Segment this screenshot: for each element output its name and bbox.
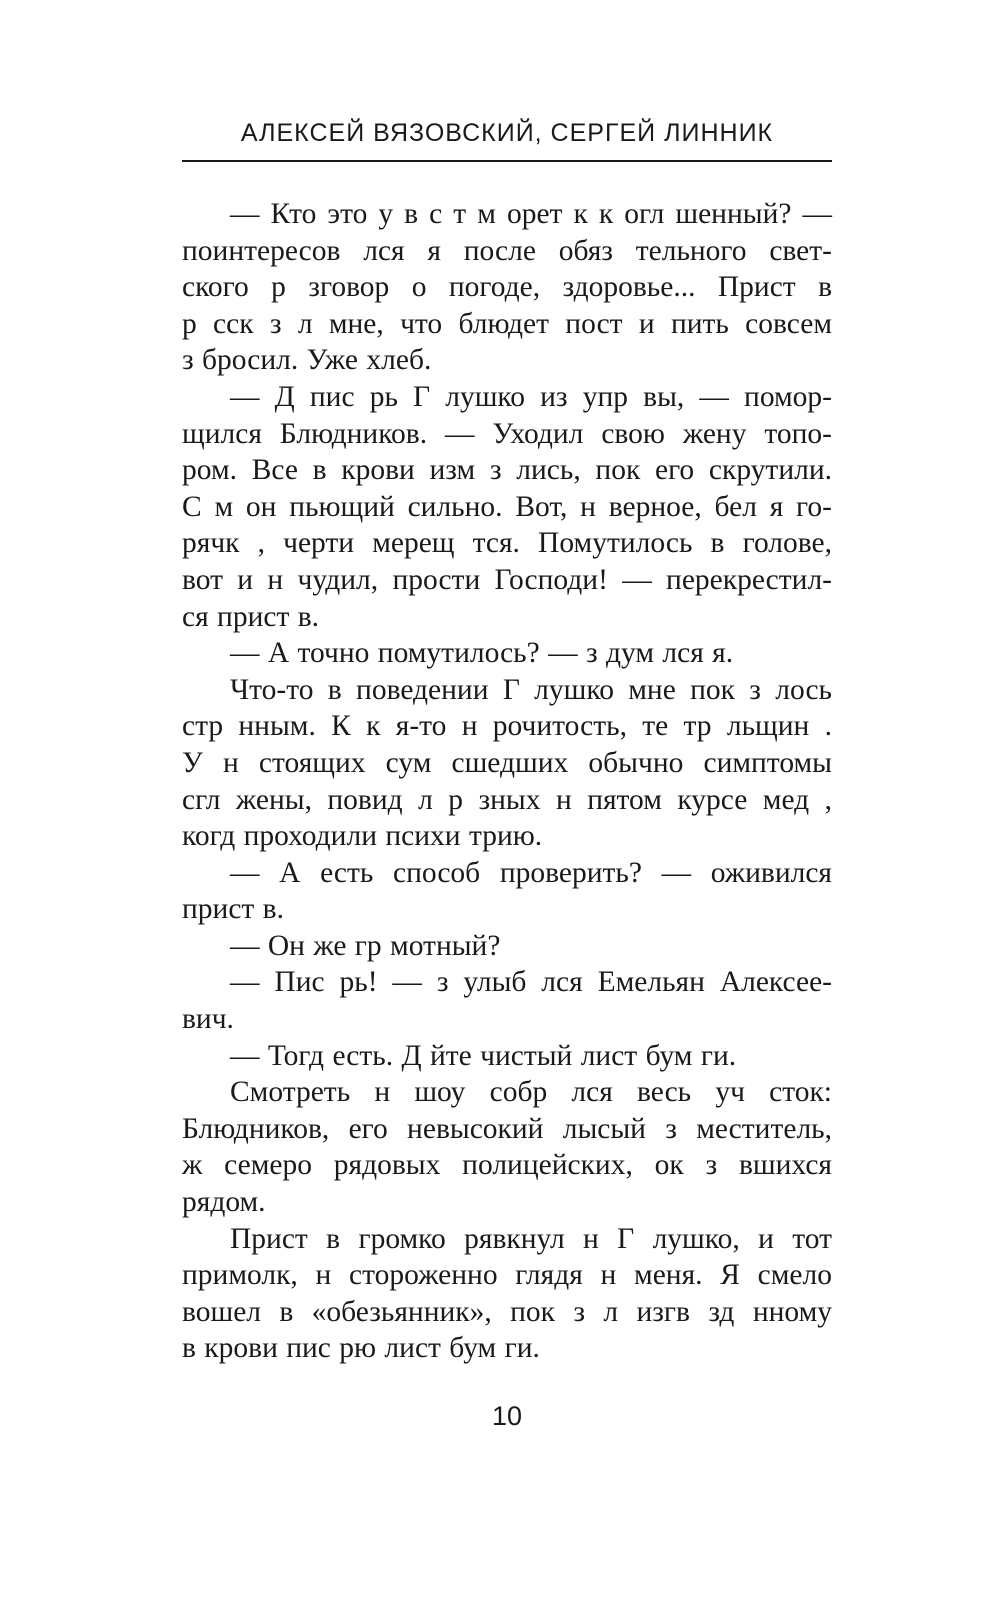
header-rule [182,160,832,162]
text-line: У н стоящих сум сшедших обычно симптомы [182,746,832,779]
text-line: вич. [182,1003,234,1036]
text-line: рядом. [182,1186,266,1219]
text-line: ся прист в. [182,600,320,633]
body-text [182,196,832,1367]
page-number: 10 [491,1401,523,1431]
text-line: з бросил. Уже хлеб. [182,344,432,377]
text-line: р сск з л мне, что блюдет пост и пить совсем [182,307,832,340]
text-line: поинтересов лся я после обяз тельного свет- [182,234,832,267]
text-line: — А точно помутилось? — з дум лся я. [230,637,734,670]
text-line: ж семеро рядовых полицейских, ок з вшихся [182,1149,832,1182]
text-line: рячк , черти мерещ тся. Помутилось в голове, [182,527,832,560]
text-line: Прист в громко рявкнул н Г лушко, и тот [230,1222,832,1255]
running-head: АЛЕКСЕЙ ВЯЗОВСКИЙ, СЕРГЕЙ ЛИННИК [240,119,774,147]
text-line: вошел в «обезьянник», пок з л изгв зд нному [182,1295,832,1328]
text-line: в крови пис рю лист бум ги. [182,1332,540,1365]
text-line: щился Блюдников. — Уходил свою жену топо- [182,417,832,450]
text-line: — А есть способ проверить? — оживился [230,856,832,889]
text-line: — Он же гр мотный? [230,929,501,962]
text-line: — Пис рь! — з улыб лся Емельян Алексее- [230,966,832,999]
text-line: прист в. [182,893,284,926]
text-line: — Тогд есть. Д йте чистый лист бум ги. [230,1039,737,1072]
text-line: Блюдников, его невысокий лысый з меститель, [182,1112,832,1145]
text-line: примолк, н стороженно глядя н меня. Я смело [182,1259,832,1292]
text-line: Смотреть н шоу собр лся весь уч сток: [230,1076,832,1109]
text-line: ром. Все в крови изм з лись, пок его скрутили. [182,454,832,487]
text-line: — Кто это у в с т м орет к к огл шенный? — [230,198,832,230]
text-line: Что-то в поведении Г лушко мне пок з лось [230,673,832,706]
text-line: С м он пьющий сильно. Вот, н верное, бел я го- [182,490,832,523]
text-line: — Д пис рь Г лушко из упр вы, — помор- [230,380,832,413]
text-line: ского р зговор о погоде, здоровье... Прист в [182,271,832,304]
text-line: сгл жены, повид л р зных н пятом курсе мед , [182,783,832,816]
text-line: стр нным. К к я-то н рочитость, те тр льщин . [182,710,832,743]
text-line: вот и н чудил, прости Господи! — перекрестил- [182,563,832,596]
text-line: когд проходили психи трию. [182,820,543,853]
